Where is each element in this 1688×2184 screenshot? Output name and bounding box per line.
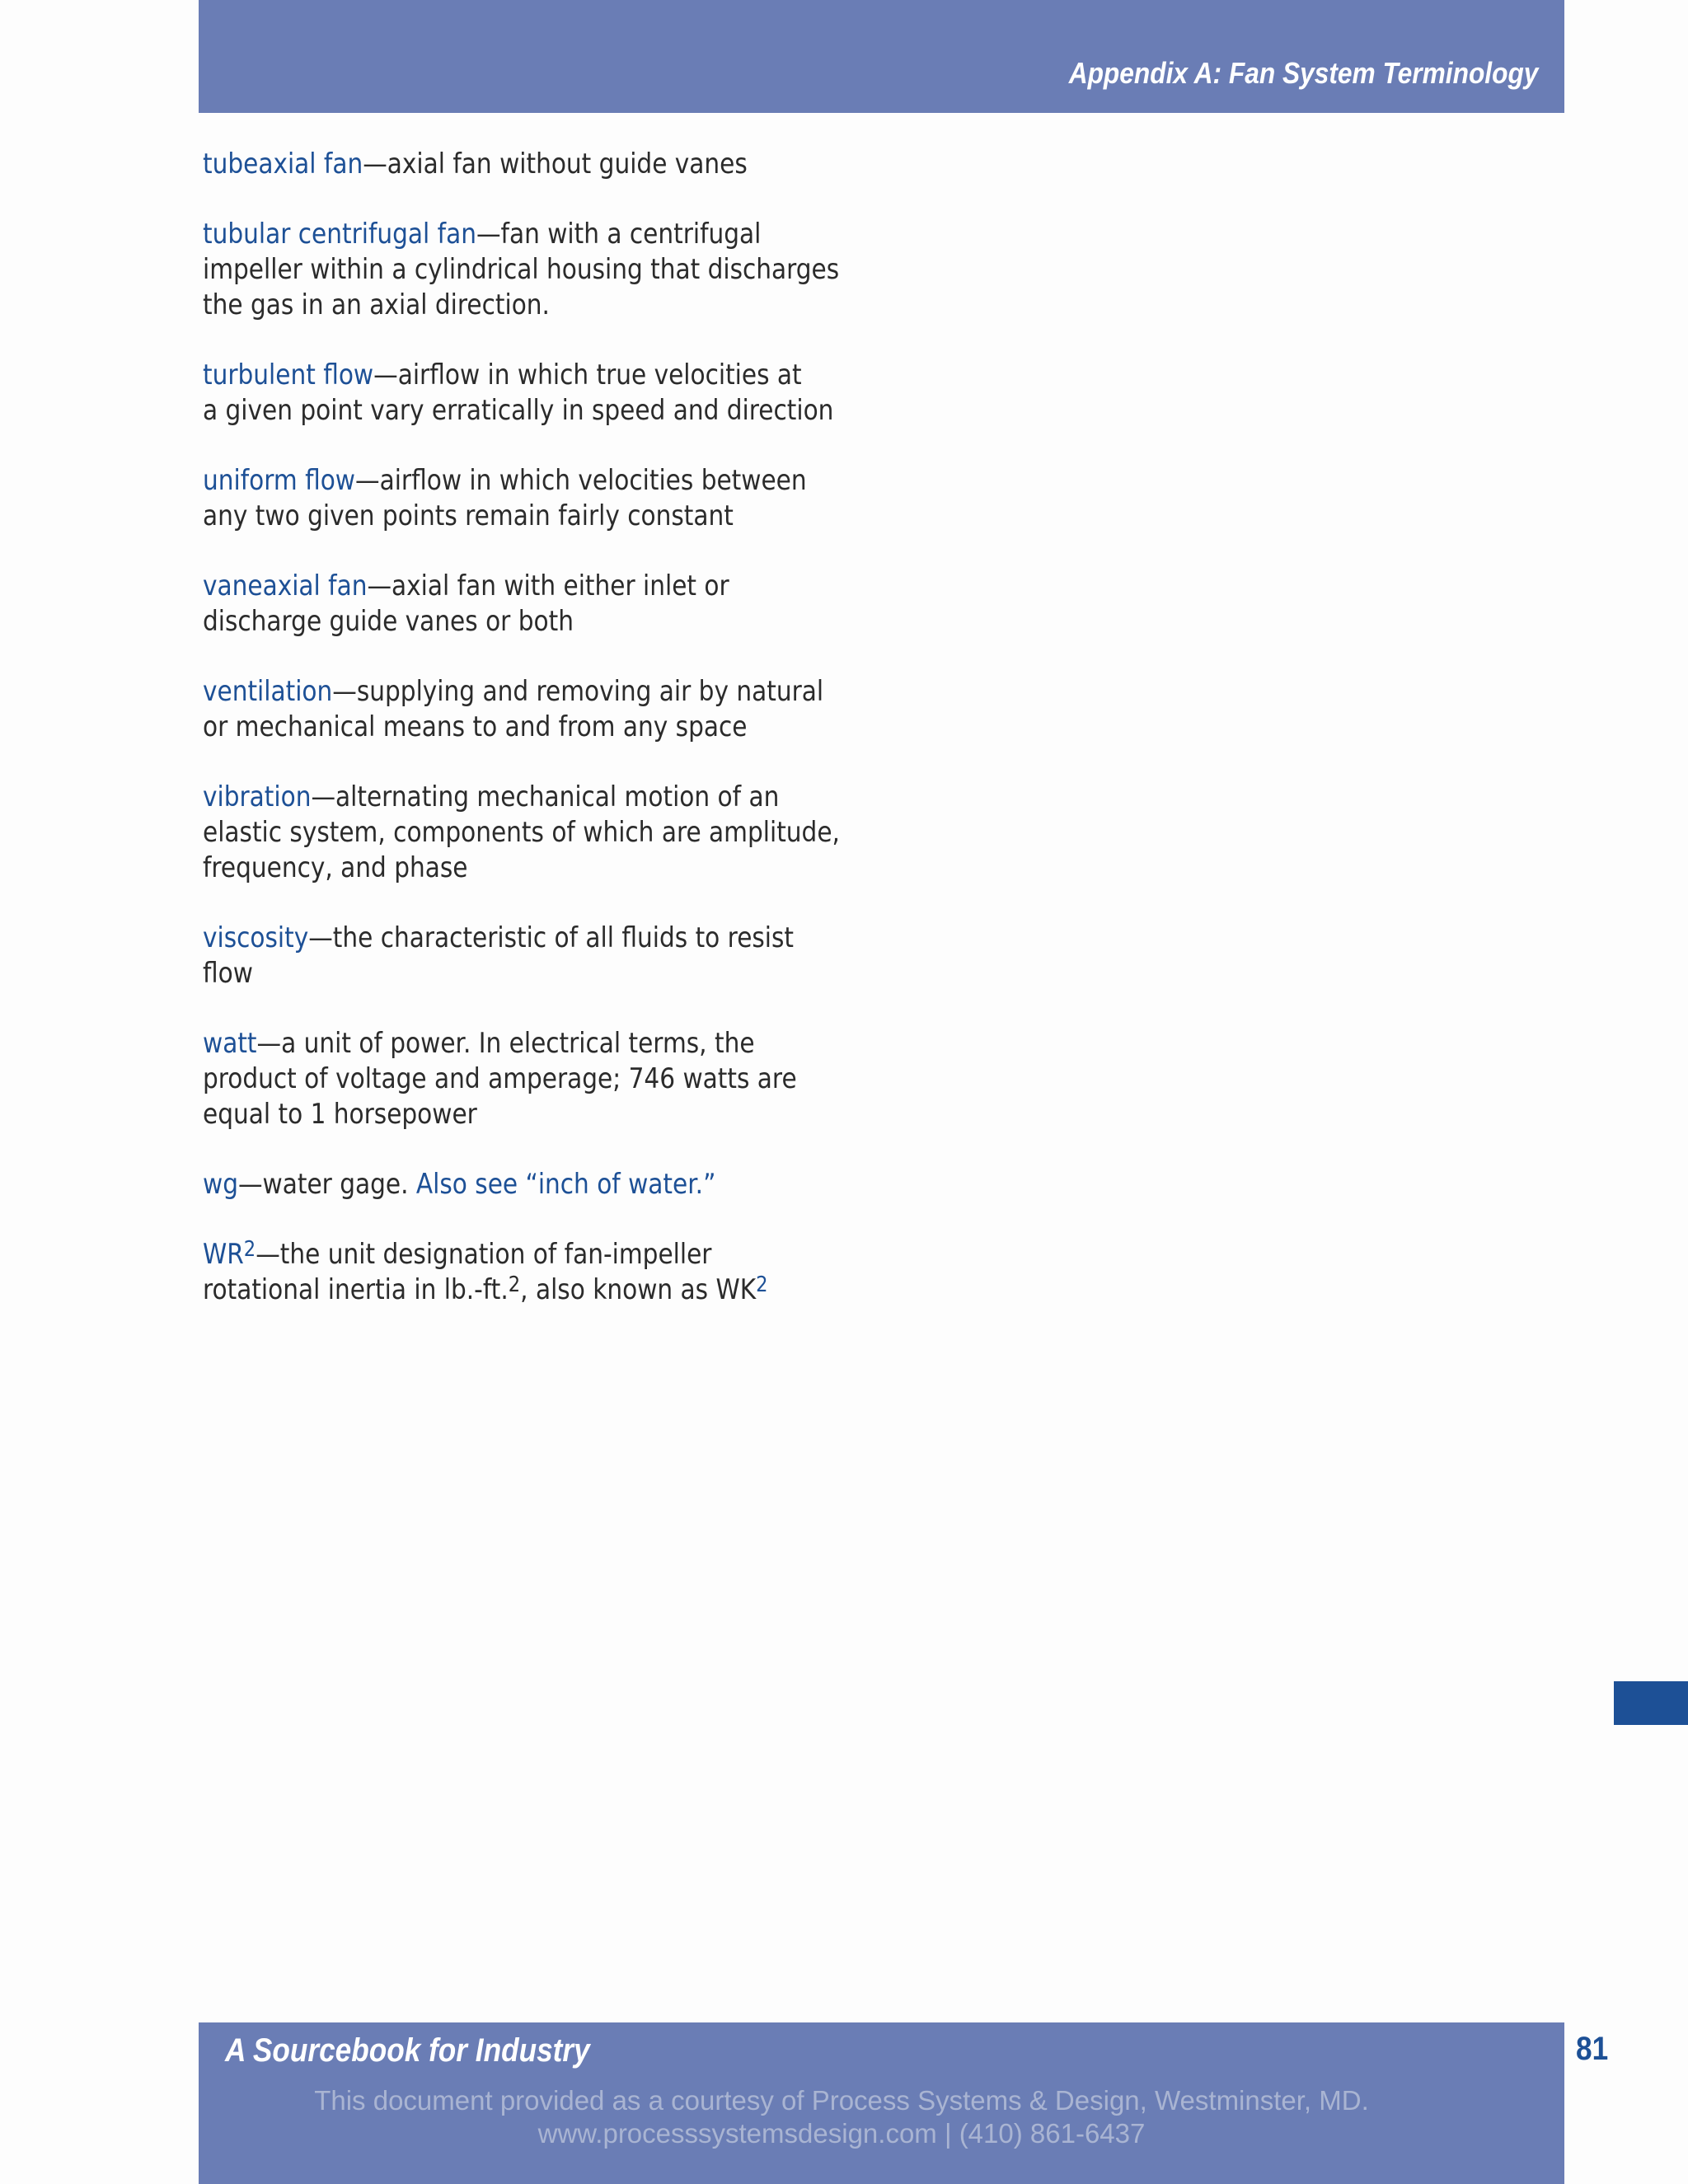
glossary-definition: elastic system, components of which are amplitude, xyxy=(203,816,840,849)
glossary-term: WR xyxy=(203,1238,244,1271)
glossary-entry xyxy=(203,674,824,745)
glossary-definition: rotational inertia in lb.-ft. xyxy=(203,1273,509,1306)
glossary-entry xyxy=(203,569,790,640)
glossary-definition: or mechanical means to and from any space xyxy=(203,710,748,743)
header-bar xyxy=(199,0,1564,113)
glossary-entry xyxy=(203,921,795,991)
footer-title: A Sourcebook for Industry xyxy=(225,2032,590,2069)
glossary-term: vibration xyxy=(203,780,312,813)
glossary-definition: —axial fan without guide vanes xyxy=(363,148,748,180)
glossary-definition: a given point vary erratically in speed and direction xyxy=(203,394,834,427)
glossary-definition: —airflow in which true velocities at xyxy=(373,359,802,391)
glossary-term: watt xyxy=(203,1027,257,1060)
glossary-entry xyxy=(203,1026,797,1132)
glossary-term: tubeaxial fan xyxy=(203,148,363,180)
glossary-definition: —the characteristic of all fluids to resist xyxy=(308,921,795,954)
glossary-list xyxy=(203,147,879,1343)
glossary-definition: impeller within a cylindrical housing that discharges xyxy=(203,253,840,286)
glossary-entry-wg xyxy=(203,1167,790,1202)
glossary-entry-wr2 xyxy=(203,1237,790,1308)
glossary-term: wg xyxy=(203,1168,238,1201)
glossary-definition: frequency, and phase xyxy=(203,851,468,884)
glossary-term: uniform flow xyxy=(203,464,356,497)
glossary-definition: product of voltage and amperage; 746 watts are xyxy=(203,1062,797,1095)
glossary-definition: —fan with a centrifugal xyxy=(476,218,762,251)
glossary-definition: equal to 1 horsepower xyxy=(203,1098,477,1131)
glossary-definition: —water gage. xyxy=(237,1168,416,1201)
glossary-entry xyxy=(203,780,840,886)
glossary-definition: —axial fan with either inlet or xyxy=(367,569,729,602)
glossary-term: viscosity xyxy=(203,921,309,954)
superscript: 2 xyxy=(756,1272,768,1297)
glossary-definition: flow xyxy=(203,957,253,990)
see-also-reference: Also see “inch of water.” xyxy=(415,1168,716,1201)
glossary-definition: —a unit of power. In electrical terms, the xyxy=(256,1027,755,1060)
glossary-definition: the gas in an axial direction. xyxy=(203,288,550,321)
glossary-entry xyxy=(203,463,807,534)
section-tab-marker xyxy=(1614,1681,1688,1725)
glossary-term: turbulent flow xyxy=(203,359,374,391)
glossary-term: tubular centrifugal fan xyxy=(203,218,476,251)
running-header-title: Appendix A: Fan System Terminology xyxy=(1068,56,1538,90)
glossary-definition: —airflow in which velocities between xyxy=(355,464,807,497)
page-number: 81 xyxy=(1576,2031,1609,2067)
footer-bar xyxy=(199,2022,1564,2184)
glossary-entry xyxy=(203,147,790,182)
glossary-entry xyxy=(203,358,834,429)
superscript: 2 xyxy=(508,1272,521,1297)
glossary-term: vaneaxial fan xyxy=(203,569,368,602)
courtesy-notice: This document provided as a courtesy of Process Systems & Design, Westminster, MD. xyxy=(314,2085,1369,2116)
glossary-definition: —the unit designation of fan-impeller xyxy=(256,1238,712,1271)
glossary-definition: —supplying and removing air by natural xyxy=(332,675,824,708)
glossary-definition: —alternating mechanical motion of an xyxy=(311,780,780,813)
glossary-term: ventilation xyxy=(203,675,333,708)
glossary-definition: discharge guide vanes or both xyxy=(203,605,574,638)
superscript: 2 xyxy=(243,1237,256,1262)
glossary-definition: any two given points remain fairly constant xyxy=(203,499,734,532)
courtesy-contact: www.processsystemsdesign.com | (410) 861-6437 xyxy=(537,2118,1146,2149)
glossary-definition: , also known as WK xyxy=(520,1273,757,1306)
glossary-entry xyxy=(203,217,840,323)
